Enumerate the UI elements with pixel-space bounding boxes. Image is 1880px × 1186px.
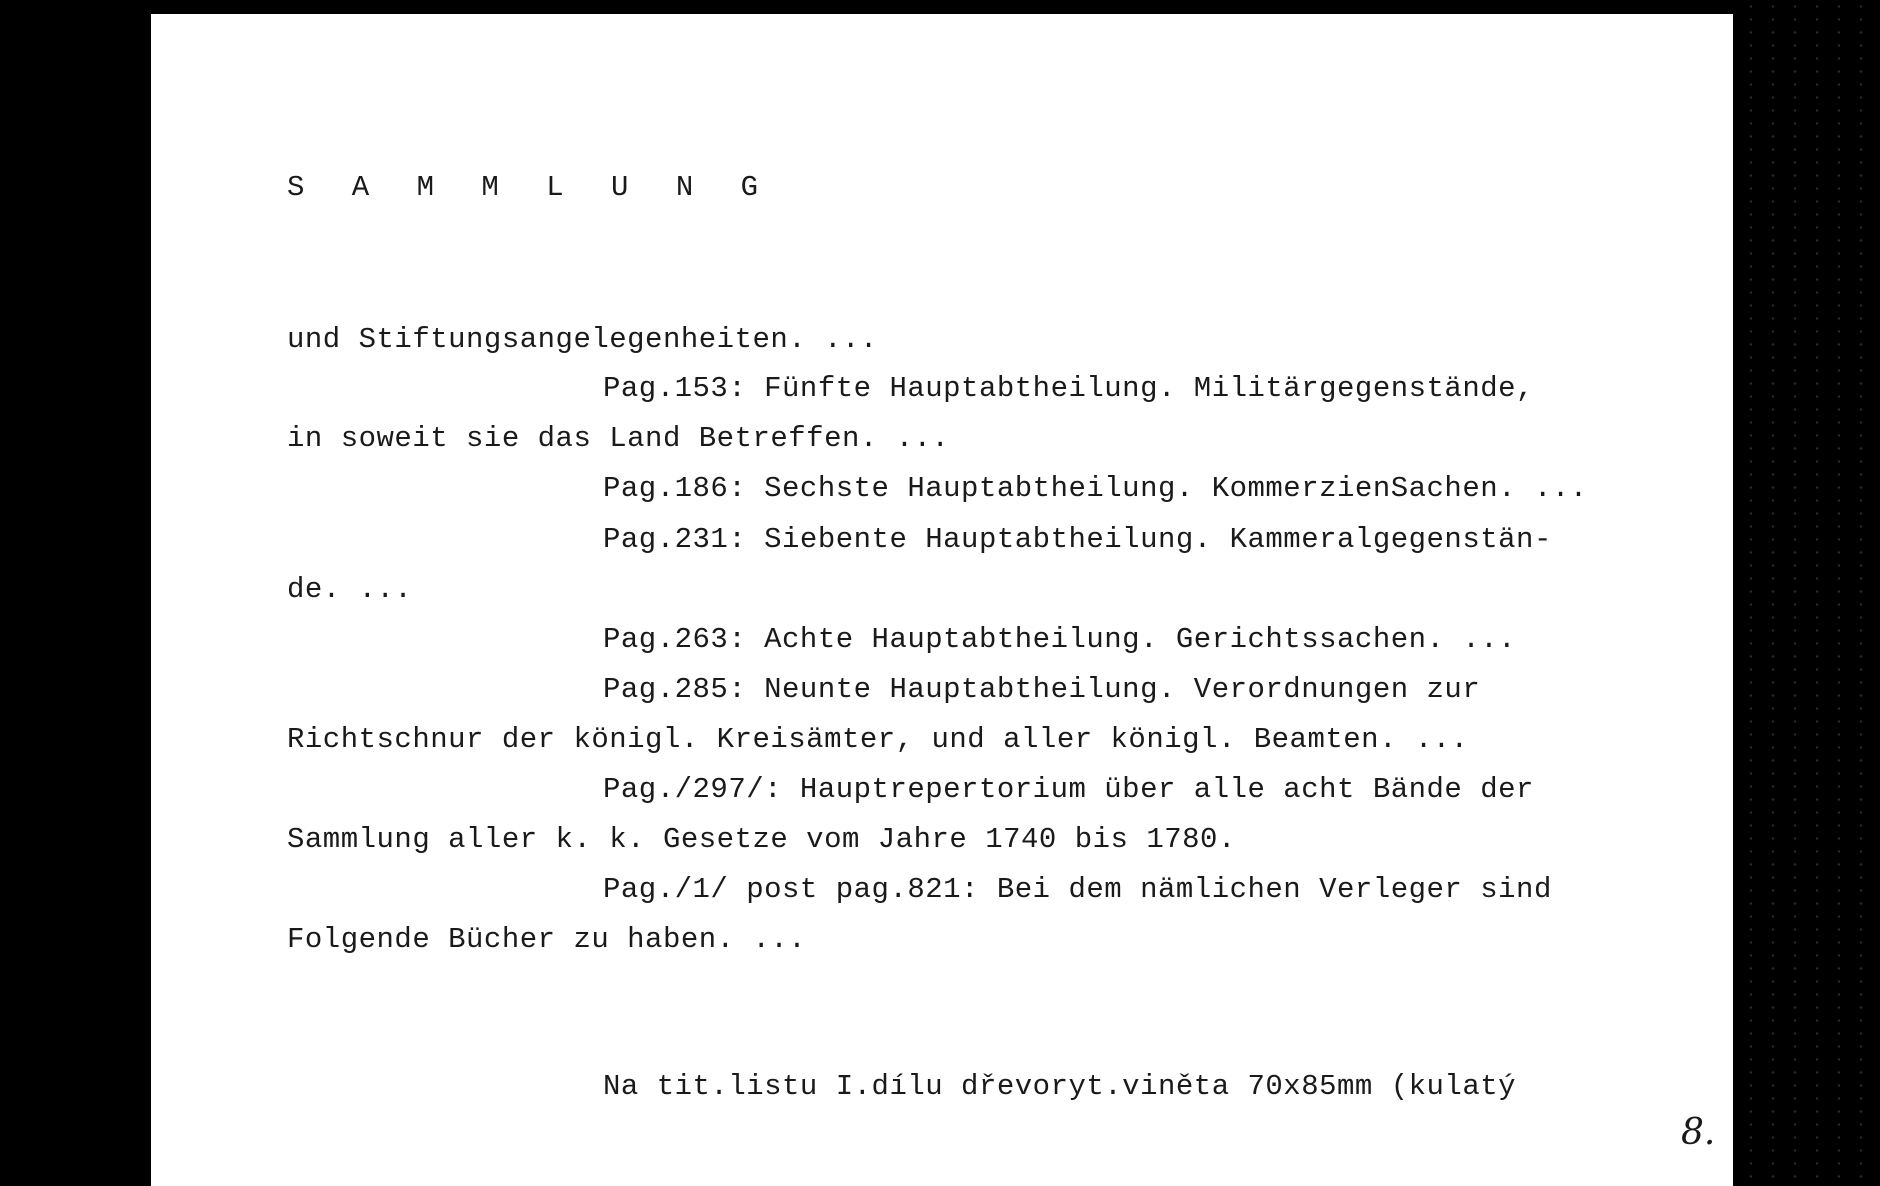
bibliographic-note: Na tit.listu I.dílu dřevoryt.viněta 70x85mm (kulatý bbox=[603, 1070, 1517, 1103]
card-heading: S A M M L U N G bbox=[287, 171, 774, 204]
text-line-1: und Stiftungsangelegenheiten. ... bbox=[287, 323, 878, 356]
text-line-13: Folgende Bücher zu haben. ... bbox=[287, 923, 807, 956]
text-line-9: Richtschnur der königl. Kreisämter, und aller königl. Beamten. ... bbox=[287, 723, 1469, 756]
text-line-5: Pag.231: Siebente Hauptabtheilung. Kammeralgegenstän- bbox=[603, 523, 1552, 556]
page-number: 8. bbox=[1681, 1112, 1716, 1153]
text-line-3: in soweit sie das Land Betreffen. ... bbox=[287, 422, 950, 455]
text-line-10: Pag./297/: Hauptrepertorium über alle acht Bände der bbox=[603, 773, 1534, 806]
catalog-card bbox=[151, 14, 1733, 1186]
text-line-7: Pag.263: Achte Hauptabtheilung. Gerichtssachen. ... bbox=[603, 623, 1517, 656]
text-line-4: Pag.186: Sechste Hauptabtheilung. KommerzienSachen. ... bbox=[603, 472, 1588, 505]
text-line-6: de. ... bbox=[287, 573, 413, 606]
text-line-11: Sammlung aller k. k. Gesetze vom Jahre 1740 bis 1780. bbox=[287, 823, 1236, 856]
scan-edge-noise bbox=[1740, 0, 1880, 1186]
text-line-12: Pag./1/ post pag.821: Bei dem nämlichen Verleger sind bbox=[603, 873, 1552, 906]
text-line-2: Pag.153: Fünfte Hauptabtheilung. Militärgegenstände, bbox=[603, 372, 1534, 405]
text-line-8: Pag.285: Neunte Hauptabtheilung. Verordnungen zur bbox=[603, 673, 1481, 706]
